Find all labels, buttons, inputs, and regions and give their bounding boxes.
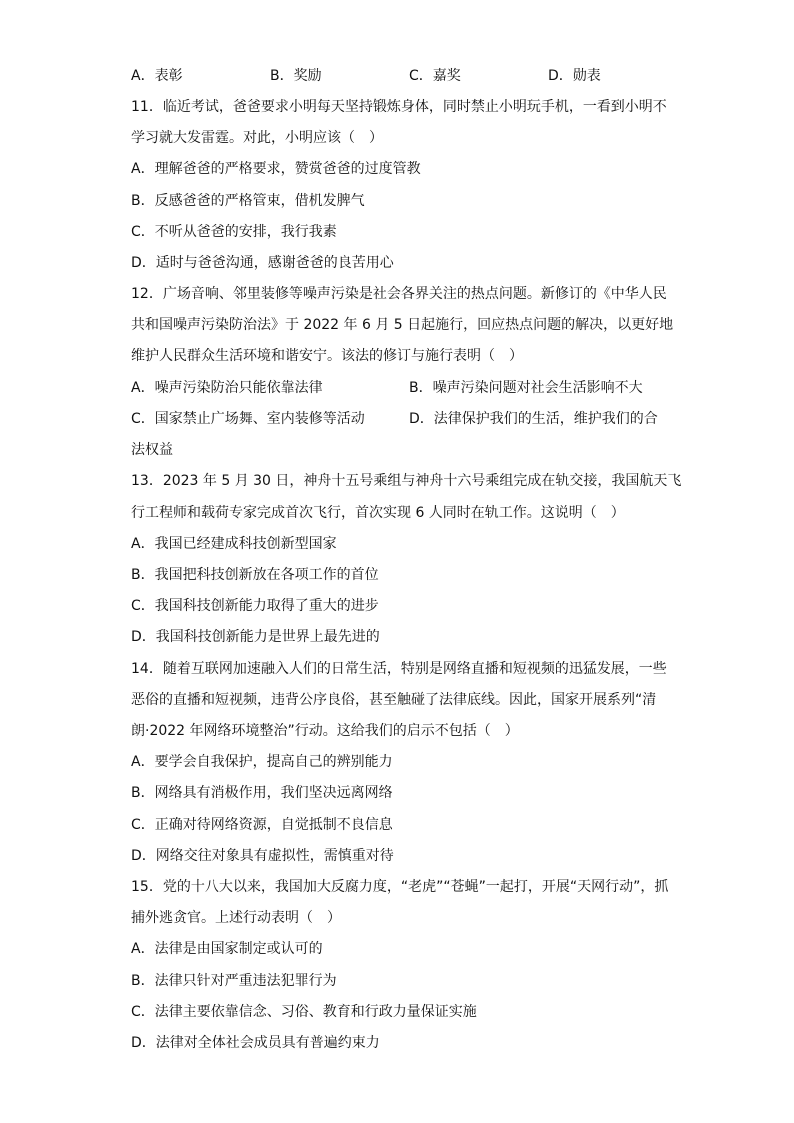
q11-option-c: C．不听从爸爸的安排，我行我素 xyxy=(131,224,337,240)
q12-stem-line: 共和国噪声污染防治法》于 2022 年 6 月 5 日起施行，回应热点问题的解决，以更好地 xyxy=(131,317,674,333)
q14-option-c: C．正确对待网络资源，自觉抵制不良信息 xyxy=(131,817,393,833)
q15-option-a: A．法律是由国家制定或认可的 xyxy=(131,941,323,957)
q12-option-b: B．噪声污染问题对社会生活影响不大 xyxy=(409,380,643,396)
q15-option-d: D．法律对全体社会成员具有普遍约束力 xyxy=(131,1035,380,1051)
q10-option-a: A．表彰 xyxy=(131,68,183,84)
q13-stem-line: 行工程师和载荷专家完成首次飞行，首次实现 6 人同时在轨工作。这说明（ ） xyxy=(131,505,625,521)
q11-stem-line: 学习就大发雷霆。对此，小明应该（ ） xyxy=(131,130,383,146)
q15-stem-line: 捕外逃贪官。上述行动表明（ ） xyxy=(131,910,341,926)
q11-option-d: D．适时与爸爸沟通，感谢爸爸的良苦用心 xyxy=(131,255,394,271)
q12-stem-line: 12．广场音响、邻里装修等噪声污染是社会各界关注的热点问题。新修订的《中华人民 xyxy=(131,286,667,302)
q13-option-b: B．我国把科技创新放在各项工作的首位 xyxy=(131,567,379,583)
q11-stem-line: 11．临近考试，爸爸要求小明每天坚持锻炼身体，同时禁止小明玩手机，一看到小明不 xyxy=(131,99,667,115)
q12-option-d-wrap: 法权益 xyxy=(131,442,173,458)
q12-option-c: C．国家禁止广场舞、室内装修等活动 xyxy=(131,411,365,427)
q10-option-c: C．嘉奖 xyxy=(409,68,461,84)
q14-option-a: A．要学会自我保护，提高自己的辨别能力 xyxy=(131,754,393,770)
q14-stem-line: 朗·2022 年网络环境整治”行动。这给我们的启示不包括（ ） xyxy=(131,723,519,739)
q11-option-a: A．理解爸爸的严格要求，赞赏爸爸的过度管教 xyxy=(131,161,421,177)
q14-option-d: D．网络交往对象具有虚拟性，需慎重对待 xyxy=(131,848,394,864)
q11-option-b: B．反感爸爸的严格管束，借机发脾气 xyxy=(131,193,365,209)
q15-option-c: C．法律主要依靠信念、习俗、教育和行政力量保证实施 xyxy=(131,1004,477,1020)
q12-stem-line: 维护人民群众生活环境和谐安宁。该法的修订与施行表明（ ） xyxy=(131,348,523,364)
q12-option-a: A．噪声污染防治只能依靠法律 xyxy=(131,380,323,396)
q12-option-d: D．法律保护我们的生活，维护我们的合 xyxy=(409,411,658,427)
q10-option-b: B．奖励 xyxy=(270,68,322,84)
q14-option-b: B．网络具有消极作用，我们坚决远离网络 xyxy=(131,785,393,801)
q13-stem-line: 13．2023 年 5 月 30 日，神舟十五号乘组与神舟十六号乘组完成在轨交接，我国航天飞 xyxy=(131,473,682,489)
q15-stem-line: 15．党的十八大以来，我国加大反腐力度，“老虎”“苍蝇”一起打，开展“天网行动”，抓 xyxy=(131,879,669,895)
q13-option-a: A．我国已经建成科技创新型国家 xyxy=(131,536,337,552)
q15-option-b: B．法律只针对严重违法犯罪行为 xyxy=(131,973,337,989)
q14-stem-line: 14．随着互联网加速融入人们的日常生活，特别是网络直播和短视频的迅猛发展，一些 xyxy=(131,661,667,677)
q13-option-c: C．我国科技创新能力取得了重大的进步 xyxy=(131,598,379,614)
q13-option-d: D．我国科技创新能力是世界上最先进的 xyxy=(131,629,380,645)
q10-option-d: D．勋表 xyxy=(548,68,601,84)
q14-stem-line: 恶俗的直播和短视频，违背公序良俗，甚至触碰了法律底线。因此，国家开展系列“清 xyxy=(131,692,657,708)
